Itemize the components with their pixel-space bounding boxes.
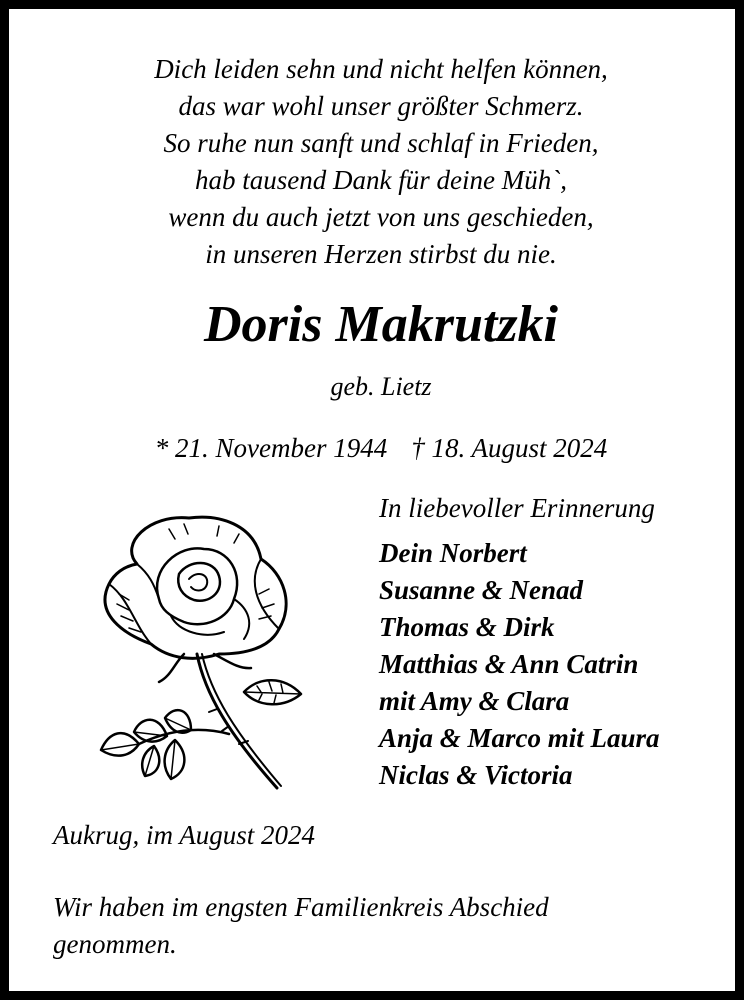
poem-line: in unseren Herzen stirbst du nie. (205, 239, 557, 269)
birth-date: * 21. November 1944 (154, 433, 388, 463)
mourner: mit Amy & Clara (379, 686, 570, 716)
poem-line: Dich leiden sehn und nicht helfen können, (154, 54, 608, 84)
closing-note: Wir haben im engsten Familienkreis Abschied genommen. (53, 892, 549, 959)
poem-line: das war wohl unser größter Schmerz. (178, 91, 584, 121)
deceased-name: Doris Makrutzki (204, 296, 558, 353)
poem-line: So ruhe nun sanft und schlaf in Frieden, (163, 128, 599, 158)
mourner: Thomas & Dirk (379, 612, 555, 642)
mourner: Dein Norbert (379, 538, 527, 568)
life-dates (9, 430, 744, 466)
poem (9, 51, 744, 273)
mourner: Susanne & Nenad (379, 575, 584, 605)
rose-icon (79, 504, 309, 794)
mourner: Matthias & Ann Catrin (379, 649, 639, 679)
poem-line: hab tausend Dank für deine Müh`, (195, 165, 567, 195)
place-date: Aukrug, im August 2024 (53, 820, 315, 850)
maiden-name: geb. Lietz (330, 372, 432, 401)
mourner: Niclas & Victoria (379, 760, 573, 790)
mourners-list (379, 535, 660, 794)
poem-line: wenn du auch jetzt von uns geschieden, (168, 202, 594, 232)
death-date: † 18. August 2024 (411, 433, 608, 463)
memory-line: In liebevoller Erinnerung (379, 493, 655, 523)
mourner: Anja & Marco mit Laura (379, 723, 660, 753)
